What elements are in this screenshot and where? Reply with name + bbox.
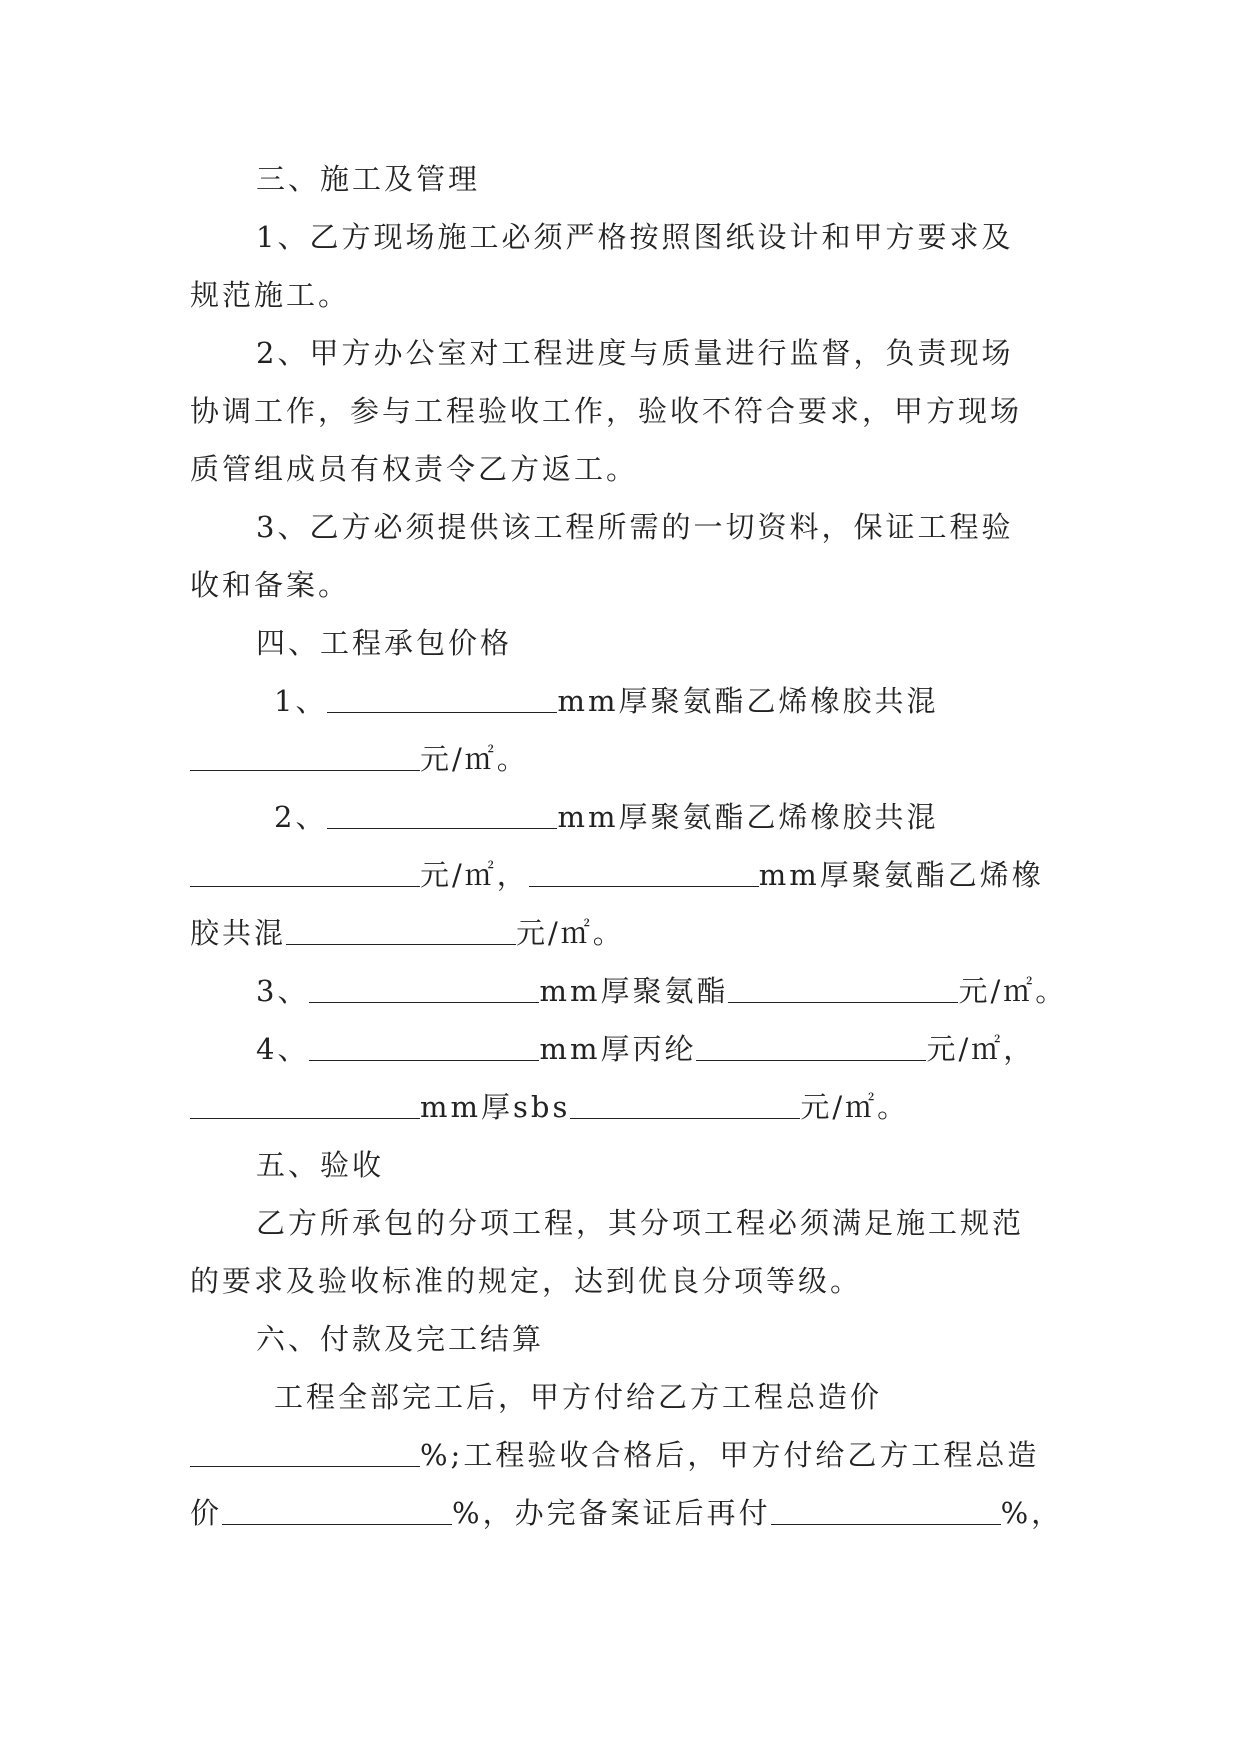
unit-text: 元/㎡。 [800,1090,910,1124]
paragraph-6-line-2 [190,1426,1050,1484]
paragraph-3-1-line-2: 规范施工。 [190,278,351,312]
paragraph-3-3-line-1: 3、乙方必须提供该工程所需的一切资料，保证工程验 [256,510,1014,544]
paragraph-3-2-line-2: 协调工作，参与工程验收工作，验收不符合要求，甲方现场 [190,394,1023,428]
price-item-4-line-2 [190,1078,1050,1136]
blank-field [286,920,516,945]
blank-field [696,1036,926,1061]
item-text: mm厚聚氨酯乙烯橡胶共混 [557,684,939,718]
paragraph-3-2-line-3: 质管组成员有权责令乙方返工。 [190,452,639,486]
unit-text: 元/㎡。 [958,974,1068,1008]
paragraph-3-3-line-2: 收和备案。 [190,568,351,602]
item-text: mm厚聚氨酯乙烯橡胶共混 [557,800,939,834]
price-item-2-line-3 [190,904,1050,962]
paragraph-5-line-2: 的要求及验收标准的规定，达到优良分项等级。 [190,1264,863,1298]
price-item-3 [190,962,1068,1020]
section-4-title: 四、工程承包价格 [256,626,513,660]
blank-field [529,862,759,887]
paragraph-3-1-line-1: 1、乙方现场施工必须严格按照图纸设计和甲方要求及 [256,220,1014,254]
blank-field [190,862,420,887]
item-text: 胶共混 [190,916,287,950]
unit-text: 元/㎡， [926,1032,1036,1066]
document-body [190,150,1068,1542]
blank-field [190,1094,420,1119]
paragraph-5-line-1: 乙方所承包的分项工程，其分项工程必须满足施工规范 [256,1206,1025,1240]
price-item-1-line-2 [190,730,1050,788]
paragraph-6-line-3 [190,1484,1064,1542]
price-item-4-line-1 [190,1020,1050,1078]
blank-field [728,978,958,1003]
item-number: 4、 [256,1032,310,1066]
unit-text: 元/㎡， [420,858,529,892]
unit-text: 元/㎡。 [516,916,625,950]
item-text: mm厚聚氨酯乙烯橡 [758,858,1044,892]
blank-field [190,1442,420,1467]
blank-field [309,1036,539,1061]
item-number: 3、 [256,974,310,1008]
item-text: 价 [190,1496,223,1530]
blank-field [327,688,557,713]
blank-field [327,804,557,829]
price-item-2-line-2 [190,846,1050,904]
section-6-title: 六、付款及完工结算 [256,1322,545,1356]
section-3-title: 三、施工及管理 [256,162,481,196]
blank-field [309,978,539,1003]
blank-field [222,1500,452,1525]
price-item-1-line-1 [190,672,1050,730]
price-item-2-line-1 [190,788,1050,846]
item-text: mm厚聚氨酯 [539,974,729,1008]
blank-field [570,1094,800,1119]
paragraph-6-line-1: 工程全部完工后，甲方付给乙方工程总造价 [274,1380,883,1414]
blank-field [190,746,420,771]
unit-text: 元/㎡。 [420,742,529,776]
item-number: 1、 [274,684,328,718]
item-number: 2、 [274,800,328,834]
item-text: mm厚sbs [420,1090,571,1124]
item-text: %， [1000,1496,1064,1530]
item-text: mm厚丙纶 [539,1032,697,1066]
paragraph-3-2-line-1: 2、甲方办公室对工程进度与质量进行监督，负责现场 [256,336,1014,370]
blank-field [771,1500,1001,1525]
item-text: %，办完备案证后再付 [452,1496,771,1530]
item-text: %;工程验收合格后，甲方付给乙方工程总造 [420,1438,1040,1472]
section-5-title: 五、验收 [256,1148,385,1182]
